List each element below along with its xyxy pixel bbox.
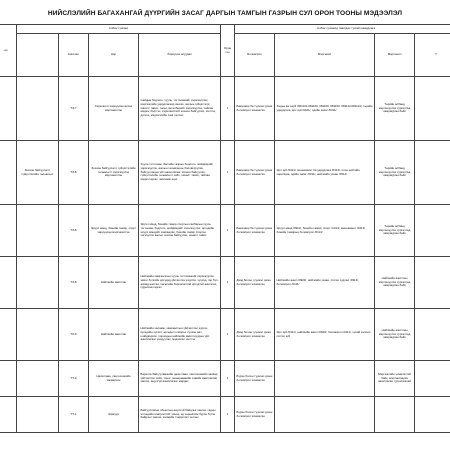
cell-profession: Хөдөө аж ахуй /061101-081100, 081100, 081150, 081112-081113/, төрийн удирдлага, эрх зүй /0421/, эдийн засаг /0311/ [275,77,375,141]
header-col1: -ор [0,25,17,77]
cell [0,257,17,309]
cell-education: Бакалавр ба түүнээс дээш боловсрол эзэмшсэн [235,141,275,205]
cell [17,361,59,397]
cell-profession [275,361,375,397]
cell-profession [275,397,375,433]
cell [415,141,450,205]
cell [17,205,59,257]
cell-position-name: Нийгмийн ажилтан [89,257,139,309]
cell-category: ТЗ-8 [59,141,89,205]
cell [0,309,17,361]
header-last: Т [415,34,450,77]
table-row [0,361,450,397]
header-group-requirements: Албан тушаалд тавигдах тусгай шаардлага [235,25,450,34]
cell-qualification: Төрийн албанд мэргэшүүлэх сургалтад хамрагдсан байх [375,141,415,205]
cell [0,361,17,397]
cell-position-name: Эрүүл мэнд, биеийн тамир, спорт хариуцсан мэргэжилтэн [89,205,139,257]
cell-category: ТТ-1 [59,397,89,433]
cell-category: ТЗ-8 [59,257,89,309]
cell-count: 1 [221,361,235,397]
cell-count: 1 [221,397,235,433]
cell-duties: Байгууллагын обьектын аюулгүй байдлыг хангах, гадны этгээдийн нэвтрэлтийг хянах, эд хөрөнгийн бүрэн бүтэн байдлыг хангах, ээлжийн тэмдэглэл хөтлөх [139,397,221,433]
table-row [0,141,450,205]
cell-qualification: Мэргэжлийн үнэмлэхтэй байх, мэргэжлээрээ ажилласан туршлагатай [375,361,415,397]
cell-profession: Эрүүл мэнд /0912/, биеийн тамир, спорт /1014/, менежмент /0413/, биеийн тамирын боловсрол /0114/ [275,205,375,257]
cell: Зохион байгуулалт, гүйцэтгэлийн төлөвлөлт [17,141,59,205]
cell-category: ТЗ-8 [59,205,89,257]
cell [0,397,17,433]
header-profession: Мэргэжил [275,34,375,77]
cell-education: Бакалавр ба түүнээс дээш боловсрол эзэмшсэн [235,77,275,141]
header-count: Орон тоо [221,25,235,77]
cell [415,77,450,141]
header-category: Ангилал [59,34,89,77]
cell-position-name: Цахилгаан, сантехникийн засварчин [89,361,139,397]
header-education: Боловсрол [235,34,275,77]
cell-education: Бүрэн болон түүнээс дээш боловсрол эзэмшсэн [235,361,275,397]
cell-profession: Нийгмийн ажил /0923/, нийгмийн ухаан, сэтгэл судлал /0313/, боловсрол /0111/ [275,257,375,309]
cell [17,309,59,361]
cell-count: 1 [221,257,235,309]
table-row [0,257,450,309]
cell-position-name: Нийгмийн ажилтан [89,309,139,361]
cell-qualification: Төрийн албанд мэргэшүүлэх сургалтад хамрагдсан байх [375,77,415,141]
cell-count: 1 [221,141,235,205]
cell-qualification [375,397,415,433]
cell [415,205,450,257]
table-row [0,205,450,257]
cell-duties: Барилга байгууламжийн цахилгаан, сантехникийн засвар үйлчилгээг хийх, тоног төхөөрөмжийн хэвийн ажиллагааг хангах, аюулгүй ажиллагааг мөрдөх [139,361,221,397]
document-title: НИЙСЛЭЛИЙН БАГАХАНГАЙ ДҮҮРГИЙН ЗАСАГ ДАРГЫН ТАМГЫН ГАЗРЫН СУЛ ОРОН ТООНЫ МЭДЭЭЛЭЛ [47,10,403,17]
cell-category: ТЗ-7 [59,77,89,141]
cell-qualification: Нийгмийн ажилтны мэргэшүүлэх сургалтад хамрагдсан байх [375,257,415,309]
cell-position-name: Хэрэгжилт хариуцсан ахлах мэргэжилтэн [89,77,139,141]
cell-category: ТЗ-9 [59,309,89,361]
cell-count: 1 [221,77,235,141]
cell-count: 1 [221,309,235,361]
header-name: Нэр [89,34,139,77]
cell [0,141,17,205]
cell [415,361,450,397]
header-blank [17,34,59,77]
cell-position-name: Жижүүр [89,397,139,433]
cell [17,397,59,433]
cell [17,77,59,141]
cell-profession: Эрх зүй /0421/, менежмент ба удирдлага /0413/, олон нийтийн харилцаа, эдийн засаг /0311/, нийгмийн ухаан /0314/ [275,141,375,205]
cell-qualification: Төрийн албанд мэргэшүүлэх сургалтад хамрагдсан байх [375,205,415,257]
cell-education: Дээд болон түүнээс дээш боловсрол эзэмшсэн [235,257,275,309]
cell-category: ТТ-3 [59,361,89,397]
cell-education: Бакалавр ба түүнээс дээш боловсрол эзэмшсэн [235,205,275,257]
cell-education: Дээд болон түүнээс дээш боловсрол эзэмшсэн [235,309,275,361]
header-group-position: Албан тушаал [17,25,221,34]
cell-duties: Нийгмийн халамж, хамгааллын үйлчилгээг хүргэх, иргэдийн хүсэлт, өргөдөл гомдлыг хүлээн авч шийдвэрлэх, хороодын нийгмийн ажилтнуудын үйл ажиллагааг уялдуулах, мэдээлэл нэгтгэх [139,309,221,361]
cell [415,309,450,361]
cell [415,397,450,433]
table-row [0,397,450,433]
cell-duties: Хууль тогтоомж, Засгийн газрын бодлого, шийдвэрийг хэрэгжүүлэх, ажлын төлөвлөгөө боловсруулах, байгууллагын үйл ажиллагааг зохион байгуулах, гүйцэтгэлийн төлөвлөлт хийх, хяналт тавих, тайлан мэдээ гаргах, зөвлөмж өгөх [139,141,221,205]
header-qualification: Мэргэшил [375,34,415,77]
cell-education: Бүрэн болон түүнээс дээш боловсрол эзэмшсэн [235,397,275,433]
cell-qualification: Нийгмийн ажилтны мэргэшүүлэх сургалтад хамрагдсан байх [375,309,415,361]
cell [415,257,450,309]
cell [0,77,17,141]
cell-profession: Эрх зүй /0421/, нийгмийн ажил /0923/, боловсрол /0111/, хүний хөгжил, сэтгэл зүй [275,309,375,361]
table-row [0,309,450,361]
table-row [0,77,450,141]
cell-duties: Нийгмийн хамгааллын хууль тогтоомжийг хэрэгжүүлэх, эмзэг бүлгийн иргэдэд үйлчилгээ үзүүлэх, хүүхэд, гэр бүл, ахмад настан, хөгжлийн бэрхшээлтэй иргэдтэй ажиллах, судалгаа гаргах [139,257,221,309]
vacancy-table [0,24,450,433]
cell [17,257,59,309]
header-duties: Хариуцах асуудал [139,34,221,77]
cell-duties: Эрүүл мэнд, биеийн тамир спортын салбарын хууль тогтоомж, бодлого, шийдвэрийг хэрэгжүүлэх, иргэдийн эрүүл мэндийг хамгаалах, биеийн тамир спортыг хөгжүүлэх ажлыг зохион байгуулах, хяналт тавих [139,205,221,257]
cell-count: 1 [221,205,235,257]
cell-position-name: Зохион байгуулалт, гүйцэтгэлийн төлөвлөлт хэрэгжүүлэх мэргэжилтэн [89,141,139,205]
cell [0,205,17,257]
cell-duties: Сайдын бодлого, хууль, тогтоомжийг хэрэгжүүлэх, мэргэжлийн удирдлагаар хангах, ажлын гүйцэтгэлд хяналт тавих, төсөл хөтөлбөрийг хэрэгжүүлэх, тайлан мэдээг бэлтгэх, хэрэгжилтийг зохион байгуулах, нэгтгэх, дүгнэх, мэдээллийн санг хөтлөх [139,77,221,141]
